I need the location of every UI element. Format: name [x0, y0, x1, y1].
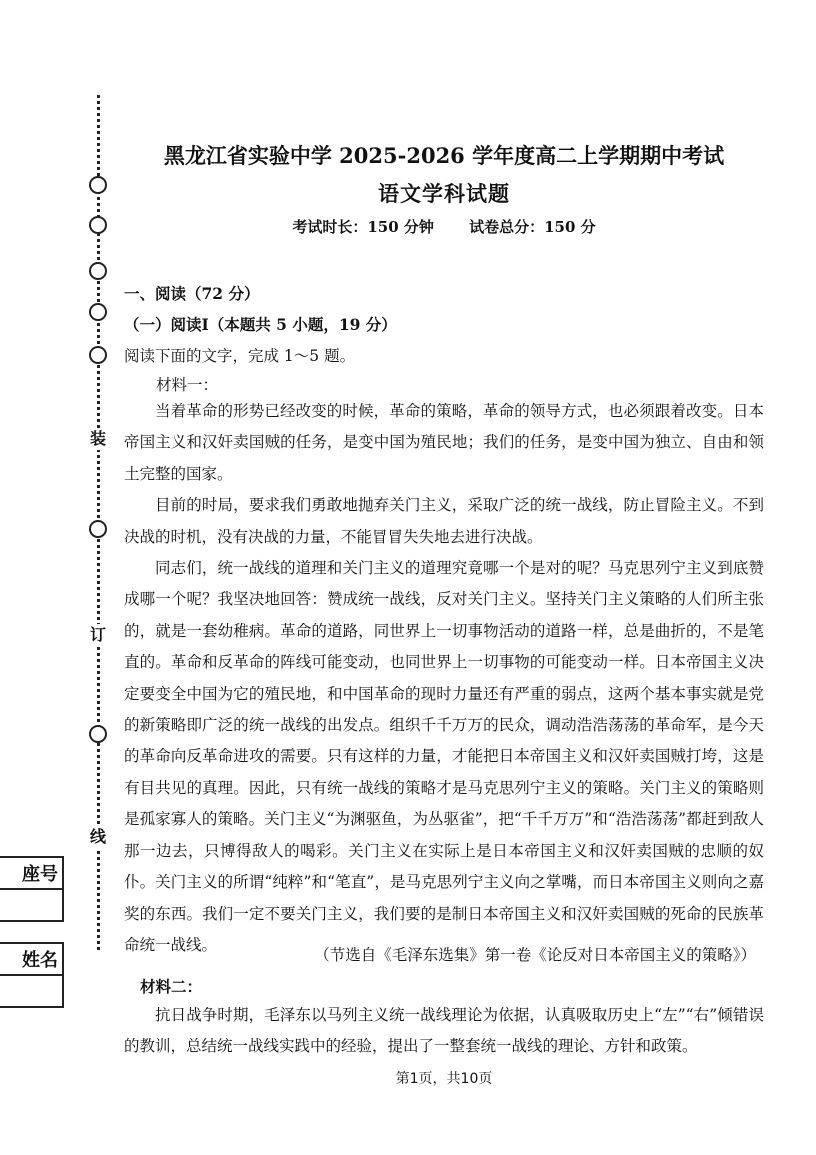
material1-paragraph: 目前的时局，要求我们勇敢地抛弃关门主义，采取广泛的统一战线，防止冒险主义。不到决战的时机，没有决战的力量，不能冒冒失失地去进行决战。: [124, 496, 764, 546]
seat-number-field[interactable]: [0, 856, 64, 922]
exam-duration: 考试时长：150 分钟: [292, 218, 434, 236]
name-field[interactable]: [0, 942, 64, 1008]
binding-hole: [89, 346, 107, 364]
exam-subtitle: 语文学科试题: [378, 181, 510, 206]
name-fill-line: [0, 974, 62, 976]
name-label: 姓名: [22, 950, 58, 971]
binding-char-xian: 线: [87, 826, 109, 848]
exam-info: [0, 216, 816, 237]
binding-hole: [89, 725, 107, 743]
material2-body: [124, 1000, 764, 1063]
page-number: 第1页，共10页: [395, 1071, 493, 1087]
seat-number-fill-line: [0, 888, 62, 890]
binding-hole: [89, 262, 107, 280]
binding-char-ding: 订: [87, 624, 109, 646]
binding-hole: [89, 303, 107, 321]
exam-title: 黑龙江省实验中学 2025-2026 学年度高二上学期期中考试: [163, 143, 725, 168]
material2-paragraph: 抗日战争时期，毛泽东以马列主义统一战线理论为依据，认真吸取历史上“左”“右”倾错误的教训，总结统一战线实践中的经验，提出了一整套统一战线的理论、方针和政策。: [124, 1006, 764, 1056]
material1-body: [124, 396, 764, 961]
seat-number-label: 座号: [22, 864, 58, 885]
binding-char-zhuang: 装: [87, 428, 109, 450]
material1-paragraph: 当着革命的形势已经改变的时候，革命的策略，革命的领导方式，也必须跟着改变。日本帝国主义和汉奸卖国贼的任务，是变中国为殖民地；我们的任务，是变中国为独立、自由和领土完整的国家。: [124, 402, 764, 483]
subsection-heading: （一）阅读Ⅰ（本题共 5 小题，19 分）: [124, 315, 397, 334]
instruction-text: 阅读下面的文字，完成 1～5 题。: [124, 347, 356, 365]
exam-total-score: 试卷总分：150 分: [469, 218, 596, 236]
material1-source: （节选自《毛泽东选集》第一卷《论反对日本帝国主义的策略》）: [314, 946, 756, 964]
binding-hole: [89, 520, 107, 538]
material1-paragraph: 同志们，统一战线的道理和关门主义的道理究竟哪一个是对的呢？马克思列宁主义到底赞成哪一个呢？我坚决地回答：赞成统一战线，反对关门主义。坚持关门主义策略的人们所主张的，就是一套幼稚病。革命的道路，同世界上一切事物活动的道路一样，总是曲折的，不是笔直的。革命和反革命的阵线可能变动，也同世界上一切事物的可能变动一样。日本帝国主义决定要变全中国为它的殖民地，和中国革命的现时力量还有严重的弱点，这两个基本事实就是党的新策略即广泛的统一战线的出发点。组织千千万万的民众，调动浩浩荡荡的革命军，是今天的革命向反革命进攻的需要。只有这样的力量，才能把日本帝国主义和汉奸卖国贼打垮，这是有目共见的真理。因此，只有统一战线的策略才是马克思列宁主义的策略。关门主义的策略则是孤家寡人的策略。关门主义“为渊驱鱼，为丛驱雀”，把“千千万万”和“浩浩荡荡”都赶到敌人那一边去，只博得敌人的喝彩。关门主义在实际上是日本帝国主义和汉奸卖国贼的忠顺的奴仆。关门主义的所谓“纯粹”和“笔直”，是马克思列宁主义向之掌嘴，而日本帝国主义则向之嘉奖的东西。我们一定不要关门主义，我们要的是制日本帝国主义和汉奸卖国贼的死命的民族革命统一战线。: [124, 559, 764, 954]
material1-label: 材料一：: [156, 376, 219, 394]
material2-label: 材料二：: [140, 977, 203, 996]
section-heading: 一、阅读（72 分）: [124, 284, 260, 303]
